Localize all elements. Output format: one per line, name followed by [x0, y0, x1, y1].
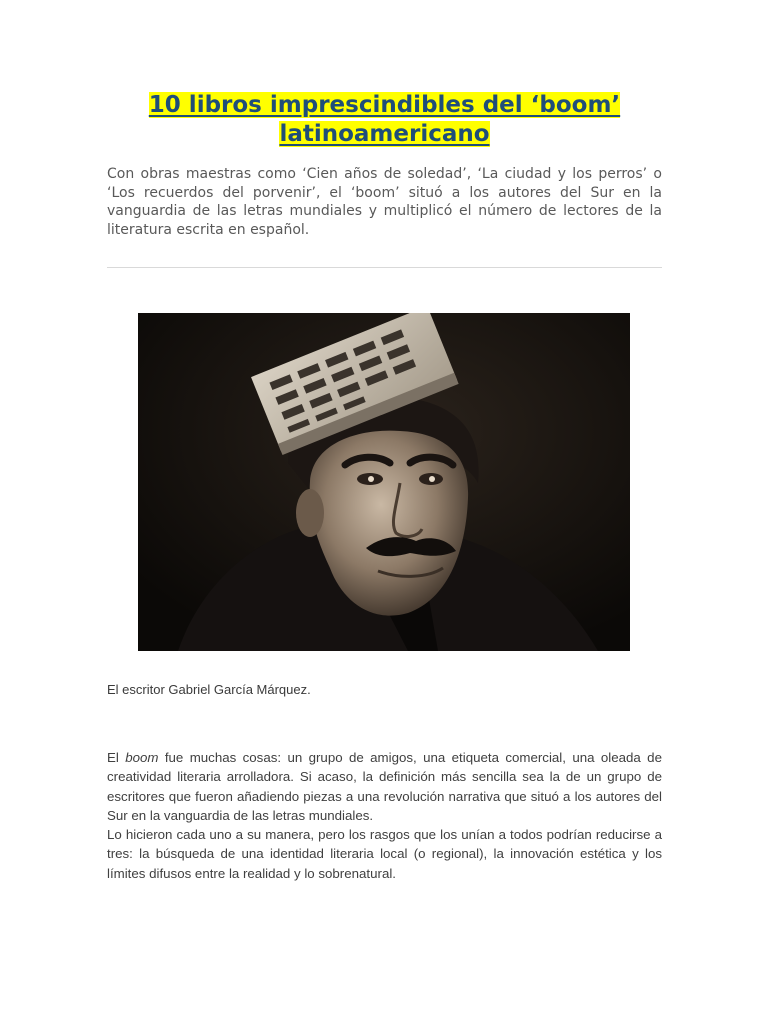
p1-rest: fue muchas cosas: un grupo de amigos, una etiqueta comercial, una oleada de creatividad literaria arrolladora. Si acaso, la definición más sencilla sea la de un grupo de escritores que fueron añadiendo piezas a una revolución narrativa que situó a los autores del Sur en la vanguardia de las letras mundiales. — [107, 750, 662, 823]
body-paragraph-1 — [107, 748, 662, 825]
body-paragraph-2: Lo hicieron cada uno a su manera, pero los rasgos que los unían a todos podrían reducirse a tres: la búsqueda de una identidad literaria local (o regional), la innovación estética y los límites difusos entre la realidad y lo sobrenatural. — [107, 827, 662, 881]
p1-emphasis: boom — [125, 750, 159, 765]
author-photo — [138, 313, 630, 651]
p1-prefix: El — [107, 750, 126, 765]
article-body — [107, 748, 662, 883]
photo-caption: El escritor Gabriel García Márquez. — [107, 682, 311, 697]
title-line-1: 10 libros imprescindibles del ‘boom’ — [148, 92, 621, 118]
divider — [107, 267, 662, 268]
title-line-2: latinoamericano — [279, 121, 490, 147]
article-title — [107, 91, 662, 149]
article-lead: Con obras maestras como ‘Cien años de soledad’, ‘La ciudad y los perros’ o ‘Los recuerdos del porvenir’, el ‘boom’ situó a los autores del Sur en la vanguardia de las letras mundiales y multiplicó el número de lectores de la literatura escrita en español. — [107, 166, 662, 238]
